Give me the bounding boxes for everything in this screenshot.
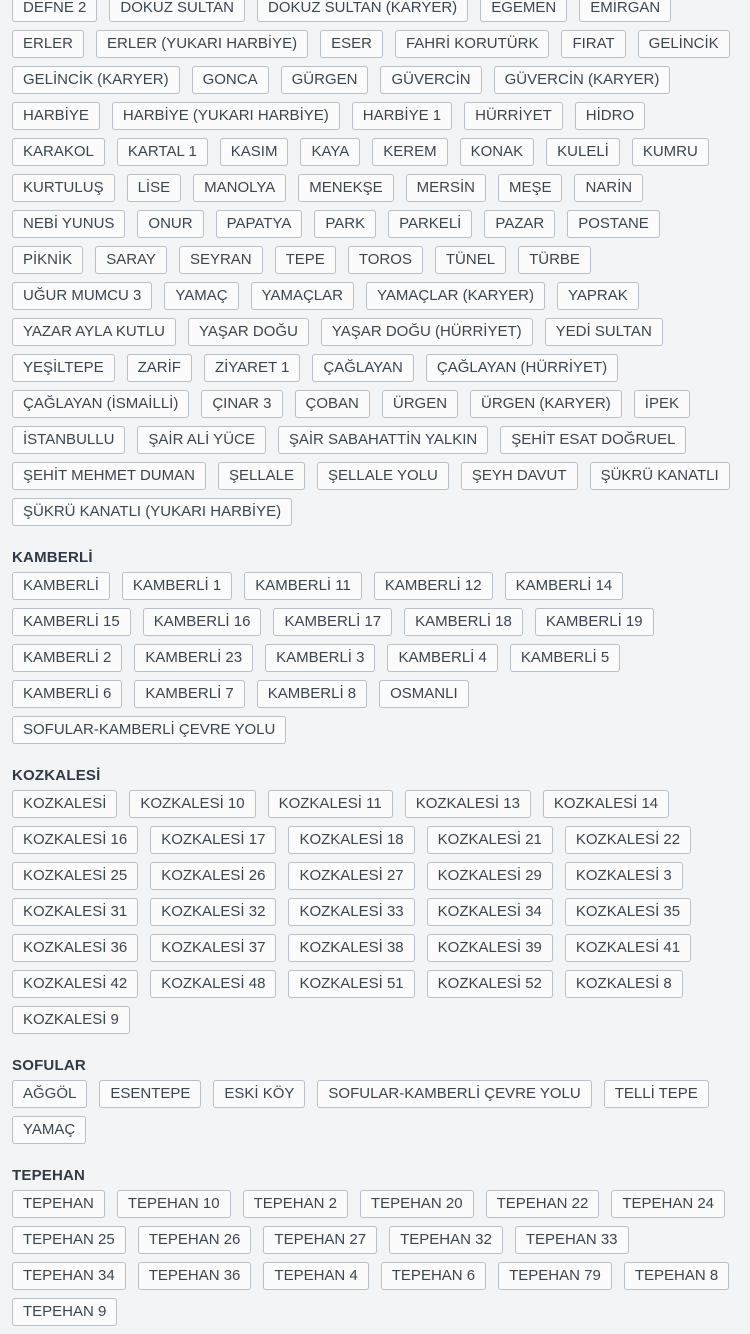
neighborhood-chip[interactable]: KEREM xyxy=(372,138,447,166)
neighborhood-chip[interactable]: PARKELİ xyxy=(388,210,472,238)
neighborhood-chip[interactable]: GELİNCİK xyxy=(638,30,730,58)
neighborhood-chip[interactable]: TÜRBE xyxy=(518,246,591,274)
neighborhood-chip[interactable]: ONUR xyxy=(137,210,203,238)
neighborhood-chip[interactable]: YEDİ SULTAN xyxy=(545,318,663,346)
neighborhood-chip[interactable]: KAMBERLİ 7 xyxy=(134,680,244,708)
neighborhood-chip[interactable]: ŞELLALE YOLU xyxy=(317,462,449,490)
neighborhood-chip[interactable]: KOZKALESİ 36 xyxy=(12,934,138,962)
neighborhood-chip[interactable]: KOZKALESİ 33 xyxy=(288,898,414,926)
chip-list xyxy=(12,1190,750,1334)
neighborhood-chip[interactable]: PİKNİK xyxy=(12,246,83,274)
neighborhood-chip[interactable]: KAMBERLİ xyxy=(12,572,110,600)
neighborhood-chip[interactable]: TEPEHAN 34 xyxy=(12,1262,126,1290)
neighborhood-chip[interactable]: KAMBERLİ 11 xyxy=(244,572,362,600)
neighborhood-chip[interactable]: GÜRGEN xyxy=(281,66,369,94)
neighborhood-chip[interactable]: OSMANLI xyxy=(379,680,469,708)
neighborhood-chip[interactable]: TEPEHAN 79 xyxy=(498,1262,612,1290)
neighborhood-chip[interactable]: TEPEHAN xyxy=(12,1190,105,1218)
neighborhood-chip[interactable]: TEPEHAN 27 xyxy=(263,1226,377,1254)
section-continued xyxy=(0,0,750,534)
neighborhood-chip[interactable]: DOKUZ SULTAN (KARYER) xyxy=(257,0,468,22)
neighborhood-chip[interactable]: ŞÜKRÜ KANATLI xyxy=(590,462,730,490)
neighborhood-chip[interactable]: POSTANE xyxy=(567,210,660,238)
neighborhood-chip[interactable]: SOFULAR-KAMBERLİ ÇEVRE YOLU xyxy=(12,716,286,744)
neighborhood-chip[interactable]: LİSE xyxy=(127,174,182,202)
neighborhood-chip[interactable]: HARBİYE 1 xyxy=(352,102,452,130)
neighborhood-chip[interactable]: EGEMEN xyxy=(480,0,567,22)
neighborhood-chip[interactable]: GÜVERCİN xyxy=(380,66,481,94)
neighborhood-chip[interactable]: ŞELLALE xyxy=(218,462,305,490)
neighborhood-chip[interactable]: ÇINAR 3 xyxy=(201,390,282,418)
neighborhood-chip[interactable]: KOZKALESİ xyxy=(12,790,117,818)
section-title: TEPEHAN xyxy=(12,1167,86,1184)
chip-list xyxy=(12,572,750,752)
neighborhood-chip[interactable]: KOZKALESİ 10 xyxy=(129,790,255,818)
neighborhood-chip[interactable]: KURTULUŞ xyxy=(12,174,115,202)
neighborhood-chip[interactable]: KAMBERLİ 5 xyxy=(510,644,620,672)
neighborhood-chip[interactable]: TEPEHAN 36 xyxy=(138,1262,252,1290)
neighborhood-chip[interactable]: HARBİYE (YUKARI HARBİYE) xyxy=(112,102,340,130)
neighborhood-chip[interactable]: SARAY xyxy=(95,246,167,274)
neighborhood-chip[interactable]: KOZKALESİ 18 xyxy=(288,826,414,854)
neighborhood-chip[interactable]: ESKİ KÖY xyxy=(213,1080,305,1108)
neighborhood-chip[interactable]: HARBİYE xyxy=(12,102,100,130)
neighborhood-chip[interactable]: KASIM xyxy=(220,138,289,166)
neighborhood-chip[interactable]: ŞEHİT ESAT DOĞRUEL xyxy=(500,426,686,454)
neighborhood-chip[interactable]: KAMBERLİ 2 xyxy=(12,644,122,672)
neighborhood-chip[interactable]: KOZKALESİ 22 xyxy=(565,826,691,854)
neighborhood-chip[interactable]: TEPEHAN 24 xyxy=(611,1190,725,1218)
neighborhood-chip[interactable]: KAMBERLİ 19 xyxy=(535,608,654,636)
section-title: KOZKALESİ xyxy=(12,767,101,784)
neighborhood-chip[interactable]: FIRAT xyxy=(561,30,625,58)
chip-list xyxy=(12,790,750,1042)
neighborhood-chip[interactable]: ERLER xyxy=(12,30,84,58)
neighborhood-chip[interactable]: YAPRAK xyxy=(557,282,639,310)
neighborhood-chip[interactable]: İSTANBULLU xyxy=(12,426,125,454)
neighborhood-chip[interactable]: PAZAR xyxy=(484,210,555,238)
neighborhood-chip[interactable]: KAMBERLİ 6 xyxy=(12,680,122,708)
chip-list xyxy=(12,0,750,534)
section-kozkalesi xyxy=(0,766,750,1042)
neighborhood-chip[interactable]: KAMBERLİ 12 xyxy=(374,572,493,600)
neighborhood-chip[interactable]: KOZKALESİ 37 xyxy=(150,934,276,962)
neighborhood-chip[interactable]: ÇOBAN xyxy=(295,390,370,418)
neighborhood-chip[interactable]: YAMAÇ xyxy=(12,1116,86,1144)
neighborhood-chip[interactable]: KOZKALESİ 51 xyxy=(288,970,414,998)
neighborhood-chip[interactable]: KOZKALESİ 16 xyxy=(12,826,138,854)
neighborhood-chip[interactable]: DOKUZ SULTAN xyxy=(109,0,245,22)
neighborhood-chip[interactable]: KAMBERLİ 18 xyxy=(404,608,523,636)
neighborhood-chip[interactable]: KOZKALESİ 9 xyxy=(12,1006,130,1034)
neighborhood-chip[interactable]: ÇAĞLAYAN (HÜRRİYET) xyxy=(426,354,618,382)
neighborhood-chip[interactable]: KAMBERLİ 23 xyxy=(134,644,253,672)
neighborhood-chip[interactable]: KOZKALESİ 8 xyxy=(565,970,683,998)
neighborhood-chip[interactable]: KOZKALESİ 3 xyxy=(565,862,683,890)
neighborhood-chip[interactable]: TEPEHAN 4 xyxy=(263,1262,368,1290)
neighborhood-chip[interactable]: KOZKALESİ 17 xyxy=(150,826,276,854)
neighborhood-chip[interactable]: GELİNCİK (KARYER) xyxy=(12,66,180,94)
neighborhood-chip[interactable]: İPEK xyxy=(634,390,690,418)
neighborhood-chip[interactable]: KAMBERLİ 15 xyxy=(12,608,131,636)
neighborhood-chip[interactable]: HİDRO xyxy=(575,102,645,130)
neighborhood-chip[interactable]: KOZKALESİ 52 xyxy=(427,970,553,998)
neighborhood-chip[interactable]: TEPEHAN 22 xyxy=(486,1190,600,1218)
neighborhood-chip[interactable]: ŞÜKRÜ KANATLI (YUKARI HARBİYE) xyxy=(12,498,292,526)
chip-list xyxy=(12,1080,750,1152)
neighborhood-chip[interactable]: ÇAĞLAYAN (İSMAİLLİ) xyxy=(12,390,189,418)
neighborhood-chip[interactable]: EMİRGAN xyxy=(579,0,671,22)
neighborhood-chip[interactable]: KAMBERLİ 16 xyxy=(143,608,262,636)
neighborhood-chip[interactable]: SOFULAR-KAMBERLİ ÇEVRE YOLU xyxy=(317,1080,591,1108)
neighborhood-chip[interactable]: SEYRAN xyxy=(179,246,263,274)
neighborhood-chip[interactable]: TEPEHAN 9 xyxy=(12,1298,117,1326)
neighborhood-chip[interactable]: TEPEHAN 8 xyxy=(624,1262,729,1290)
neighborhood-chip[interactable]: TEPEHAN 33 xyxy=(515,1226,629,1254)
neighborhood-chip[interactable]: KOZKALESİ 26 xyxy=(150,862,276,890)
neighborhood-chip[interactable]: TEPEHAN 26 xyxy=(138,1226,252,1254)
neighborhood-chip[interactable]: KAMBERLİ 17 xyxy=(273,608,392,636)
neighborhood-chip[interactable]: MEŞE xyxy=(498,174,563,202)
neighborhood-chip[interactable]: KOZKALESİ 11 xyxy=(268,790,393,818)
neighborhood-chip[interactable]: UĞUR MUMCU 3 xyxy=(12,282,152,310)
neighborhood-chip[interactable]: TEPEHAN 6 xyxy=(381,1262,486,1290)
neighborhood-chip[interactable]: YAŞAR DOĞU xyxy=(188,318,309,346)
neighborhood-chip[interactable]: ŞEYH DAVUT xyxy=(461,462,578,490)
neighborhood-chip[interactable]: KUMRU xyxy=(632,138,709,166)
neighborhood-chip[interactable]: ÇAĞLAYAN xyxy=(312,354,413,382)
neighborhood-chip[interactable]: KOZKALESİ 39 xyxy=(427,934,553,962)
neighborhood-chip[interactable]: KOZKALESİ 13 xyxy=(405,790,531,818)
neighborhood-chip[interactable]: KOZKALESİ 35 xyxy=(565,898,691,926)
neighborhood-chip[interactable]: FAHRİ KORUTÜRK xyxy=(395,30,550,58)
neighborhood-chip[interactable]: ESENTEPE xyxy=(99,1080,201,1108)
neighborhood-chip[interactable]: KOZKALESİ 29 xyxy=(427,862,553,890)
neighborhood-chip[interactable]: PAPATYA xyxy=(216,210,303,238)
neighborhood-chip[interactable]: HÜRRİYET xyxy=(464,102,563,130)
neighborhood-chip[interactable]: ÜRGEN (KARYER) xyxy=(470,390,622,418)
neighborhood-chip[interactable]: KARTAL 1 xyxy=(117,138,208,166)
neighborhood-chip[interactable]: KAMBERLİ 14 xyxy=(505,572,624,600)
neighborhood-chip[interactable]: KAMBERLİ 3 xyxy=(265,644,375,672)
section-title: KAMBERLİ xyxy=(12,549,93,566)
neighborhood-chip[interactable]: MERSİN xyxy=(406,174,486,202)
neighborhood-chip[interactable]: MENEKŞE xyxy=(298,174,393,202)
neighborhood-chip[interactable]: TOROS xyxy=(348,246,423,274)
neighborhood-chip[interactable]: YEŞİLTEPE xyxy=(12,354,115,382)
neighborhood-chip[interactable]: TEPEHAN 20 xyxy=(360,1190,474,1218)
neighborhood-chip[interactable]: ŞAİR ALİ YÜCE xyxy=(137,426,265,454)
neighborhood-chip[interactable]: YAMAÇLAR xyxy=(251,282,354,310)
neighborhood-chip[interactable]: YAZAR AYLA KUTLU xyxy=(12,318,176,346)
neighborhood-chip[interactable]: KAMBERLİ 1 xyxy=(122,572,232,600)
neighborhood-chip[interactable]: ZİYARET 1 xyxy=(204,354,300,382)
neighborhood-chip[interactable]: KOZKALESİ 41 xyxy=(565,934,691,962)
neighborhood-chip[interactable]: KAMBERLİ 8 xyxy=(257,680,367,708)
neighborhood-chip[interactable]: TELLİ TEPE xyxy=(604,1080,709,1108)
neighborhood-chip[interactable]: KOZKALESİ 27 xyxy=(288,862,414,890)
neighborhood-chip[interactable]: ESER xyxy=(320,30,383,58)
neighborhood-chip[interactable]: KONAK xyxy=(460,138,535,166)
section-title: SOFULAR xyxy=(12,1057,86,1074)
neighborhood-chip[interactable]: ŞEHİT MEHMET DUMAN xyxy=(12,462,206,490)
neighborhood-chip[interactable]: KOZKALESİ 42 xyxy=(12,970,138,998)
neighborhood-chip[interactable]: KOZKALESİ 38 xyxy=(288,934,414,962)
neighborhood-chip[interactable]: KAMBERLİ 4 xyxy=(387,644,497,672)
neighborhood-chip[interactable]: KOZKALESİ 31 xyxy=(12,898,138,926)
neighborhood-chip[interactable]: KOZKALESİ 34 xyxy=(427,898,553,926)
neighborhood-chip[interactable]: TEPEHAN 32 xyxy=(389,1226,503,1254)
neighborhood-chip[interactable]: DEFNE 2 xyxy=(12,0,97,22)
neighborhood-chip[interactable]: YAMAÇ xyxy=(164,282,238,310)
neighborhood-chip[interactable]: AĞGÖL xyxy=(12,1080,87,1108)
neighborhood-chip[interactable]: TEPEHAN 10 xyxy=(117,1190,231,1218)
neighborhood-chip[interactable]: ERLER (YUKARI HARBİYE) xyxy=(96,30,308,58)
neighborhood-chip[interactable]: PARK xyxy=(314,210,376,238)
neighborhood-chip[interactable]: TEPE xyxy=(275,246,336,274)
section-kamberli xyxy=(0,548,750,752)
neighborhood-chip[interactable]: NARİN xyxy=(574,174,643,202)
neighborhood-chip[interactable]: KOZKALESİ 14 xyxy=(543,790,669,818)
neighborhood-chip[interactable]: ŞAİR SABAHATTİN YALKIN xyxy=(278,426,488,454)
section-tepehan xyxy=(0,1166,750,1334)
neighborhood-chip[interactable]: GONCA xyxy=(192,66,269,94)
neighborhood-chip[interactable]: TEPEHAN 2 xyxy=(243,1190,348,1218)
neighborhood-chip[interactable]: YAMAÇLAR (KARYER) xyxy=(366,282,545,310)
neighborhood-chip[interactable]: TÜNEL xyxy=(435,246,506,274)
neighborhood-chip[interactable]: KOZKALESİ 32 xyxy=(150,898,276,926)
neighborhood-chip[interactable]: KULELİ xyxy=(546,138,620,166)
neighborhood-chip[interactable]: NEBİ YUNUS xyxy=(12,210,125,238)
neighborhood-chip[interactable]: ÜRGEN xyxy=(382,390,458,418)
neighborhood-chip[interactable]: MANOLYA xyxy=(193,174,286,202)
neighborhood-chip[interactable]: KAYA xyxy=(300,138,360,166)
neighborhood-chip[interactable]: GÜVERCİN (KARYER) xyxy=(494,66,671,94)
neighborhood-chip[interactable]: ZARİF xyxy=(127,354,192,382)
neighborhood-chip[interactable]: KOZKALESİ 21 xyxy=(427,826,553,854)
neighborhood-chip[interactable]: KARAKOL xyxy=(12,138,105,166)
neighborhood-chip[interactable]: YAŞAR DOĞU (HÜRRİYET) xyxy=(321,318,533,346)
neighborhood-chip[interactable]: TEPEHAN 25 xyxy=(12,1226,126,1254)
neighborhood-chip[interactable]: KOZKALESİ 48 xyxy=(150,970,276,998)
neighborhood-chip[interactable]: KOZKALESİ 25 xyxy=(12,862,138,890)
section-sofular xyxy=(0,1056,750,1152)
